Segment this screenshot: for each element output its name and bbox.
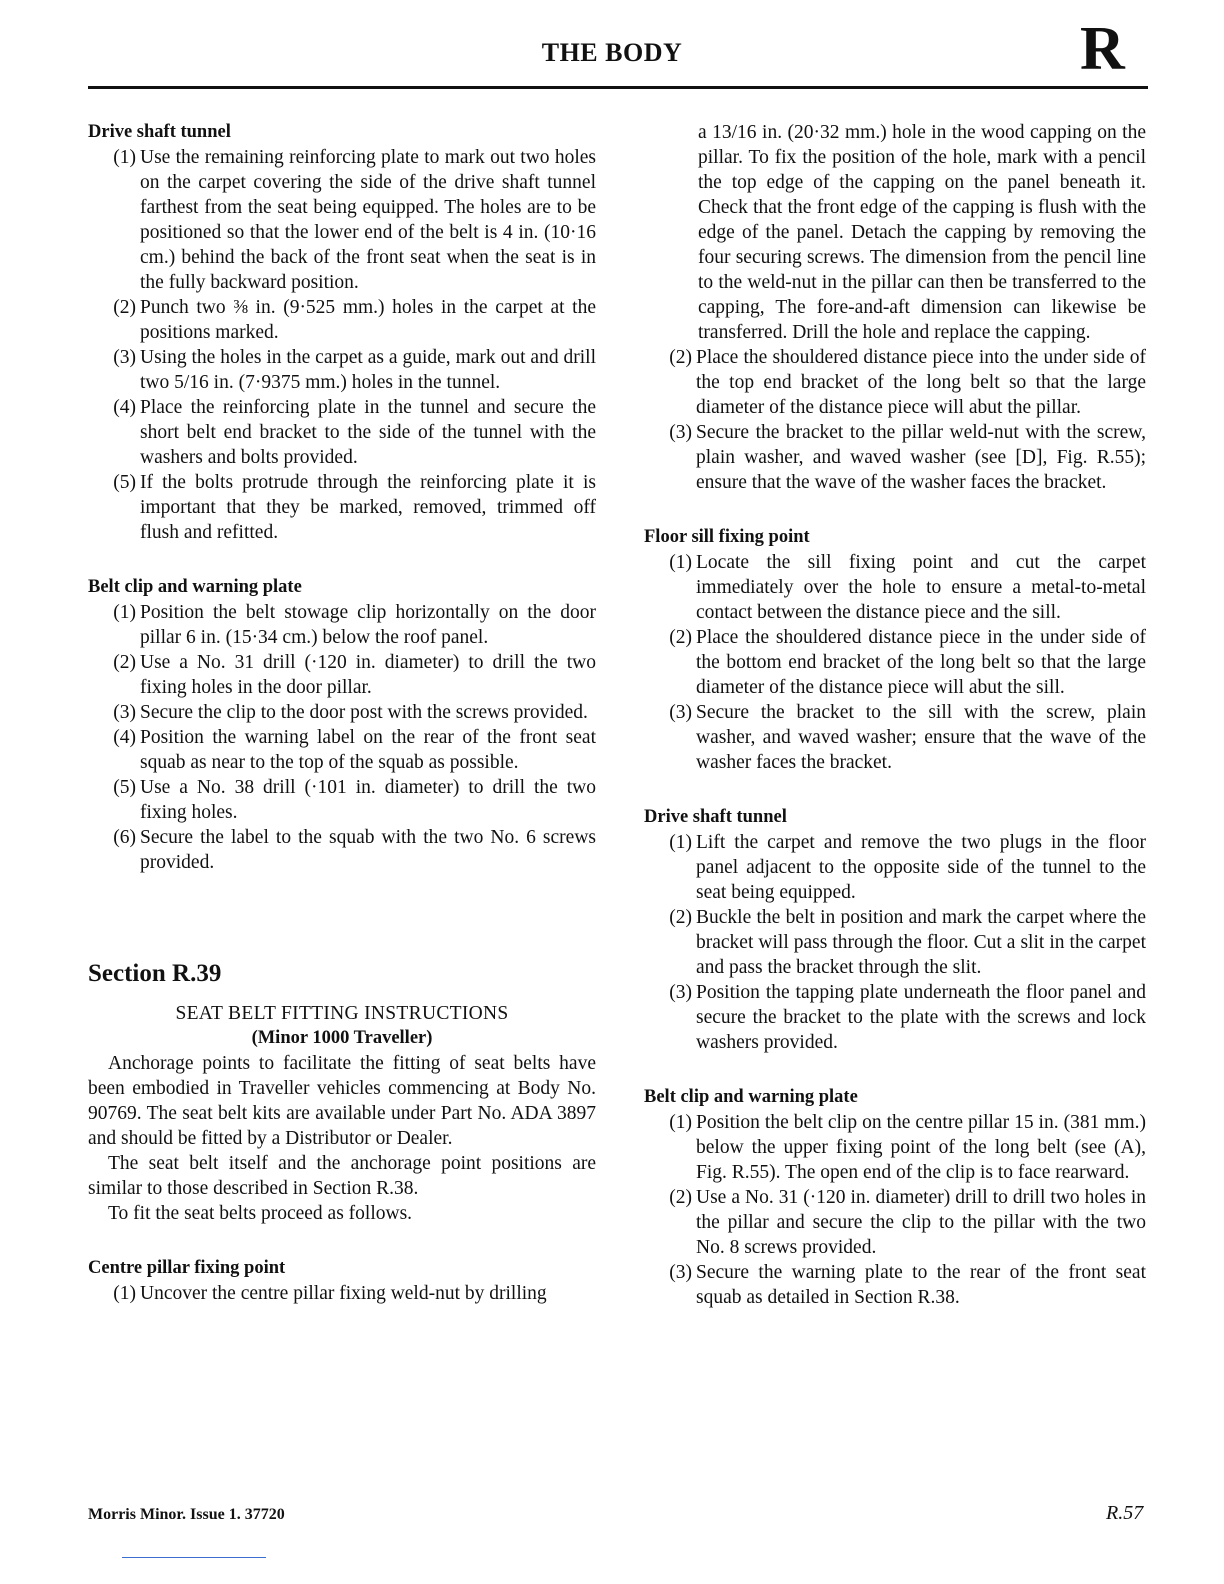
step-list — [88, 600, 596, 875]
paragraph: The seat belt itself and the anchorage point positions are similar to those described in Section R.38. — [88, 1153, 596, 1199]
subheading-drive-shaft-tunnel: Drive shaft tunnel — [88, 122, 231, 142]
subheading-floor-sill: Floor sill fixing point — [644, 527, 810, 547]
list-item — [644, 830, 1146, 905]
step-text: Buckle the belt in position and mark the carpet where the bracket will pass through the floor. Cut a slit in the carpet and pass the bracket through the slit. — [696, 907, 1146, 978]
step-number: (2) — [113, 297, 136, 318]
step-text: Lift the carpet and remove the two plugs in the floor panel adjacent to the opposite side of the tunnel to the seat being equipped. — [696, 832, 1146, 903]
step-number: (4) — [113, 727, 136, 748]
list-item — [644, 905, 1146, 980]
step-number: (5) — [113, 777, 136, 798]
step-text: Secure the bracket to the sill with the screw, plain washer, and waved washer; ensure that the wave of the washer faces the bracket. — [696, 702, 1146, 773]
continued-text: a 13/16 in. (20·32 mm.) hole in the wood capping on the pillar. To fix the position of the hole, mark with a pencil the top edge of the capping on the panel beneath it. Check that the front edge of the capping is flush with the edge of the panel. Detach the capping by removing the four securing screws. The dimension from the pencil line to the weld-nut in the pillar can then be transferred to the capping, The fore-and-aft dimension can likewise be transferred. Drill the hole and replace the capping. — [698, 122, 1146, 343]
list-item — [644, 1110, 1146, 1185]
page-title: THE BODY — [541, 38, 683, 67]
step-number: (1) — [113, 147, 136, 168]
list-item — [88, 345, 596, 395]
step-text: Use a No. 38 drill (·101 in. diameter) to drill the two fixing holes. — [140, 777, 596, 823]
step-text: Position the warning label on the rear of the front seat squab as near to the top of the squab as possible. — [140, 727, 596, 773]
step-text: Secure the label to the squab with the two No. 6 screws provided. — [140, 827, 596, 873]
spacer — [88, 1226, 596, 1256]
footer-publication: Morris Minor. Issue 1. 37720 — [88, 1506, 285, 1523]
section-subtitle: SEAT BELT FITTING INSTRUCTIONS — [175, 1003, 509, 1024]
list-item — [644, 625, 1146, 700]
subheading-belt-clip: Belt clip and warning plate — [88, 577, 302, 597]
step-number: (1) — [669, 832, 692, 853]
list-item — [88, 295, 596, 345]
list-item — [644, 1260, 1146, 1310]
step-text: Position the belt clip on the centre pillar 15 in. (381 mm.) below the upper fixing point of the long belt (see (A), Fig. R.55). The open end of the clip is to face rearward. — [696, 1112, 1146, 1183]
list-item — [644, 550, 1146, 625]
list-item — [644, 1185, 1146, 1260]
list-item — [88, 825, 596, 875]
step-number: (1) — [113, 602, 136, 623]
step-number: (6) — [113, 827, 136, 848]
list-item — [88, 1281, 596, 1306]
step-text: If the bolts protrude through the reinforcing plate it is important that they be marked, removed, trimmed off flush and refitted. — [140, 472, 596, 543]
step-text: Use a No. 31 drill (·120 in. diameter) to drill the two fixing holes in the door pillar. — [140, 652, 596, 698]
spacer — [644, 495, 1146, 525]
step-number: (4) — [113, 397, 136, 418]
step-text: Position the belt stowage clip horizontally on the door pillar 6 in. (15·34 cm.) below the roof panel. — [140, 602, 596, 648]
section-title: Section R.39 — [88, 960, 222, 987]
list-item — [88, 725, 596, 775]
step-number: (2) — [113, 652, 136, 673]
list-item — [644, 420, 1146, 495]
paragraph: To fit the seat belts proceed as follows. — [108, 1203, 413, 1224]
step-text: Use a No. 31 (·120 in. diameter) drill to drill two holes in the pillar and secure the clip to the pillar with the two No. 8 screws provided. — [696, 1187, 1146, 1258]
scan-mark — [122, 1557, 266, 1558]
step-text: Punch two ⅜ in. (9·525 mm.) holes in the carpet at the positions marked. — [140, 297, 596, 343]
subheading-centre-pillar: Centre pillar fixing point — [88, 1258, 286, 1278]
step-text: Using the holes in the carpet as a guide, mark out and drill two 5/16 in. (7·9375 mm.) holes in the tunnel. — [140, 347, 596, 393]
step-text: Secure the bracket to the pillar weld-nut with the screw, plain washer, and waved washer (see [D], Fig. R.55); ensure that the wave of the washer faces the bracket. — [696, 422, 1146, 493]
step-list — [88, 145, 596, 545]
list-item — [88, 395, 596, 470]
step-text: Position the tapping plate underneath the floor panel and secure the bracket to the plate with the screws and lock washers provided. — [696, 982, 1146, 1053]
step-text: Place the reinforcing plate in the tunnel and secure the short belt end bracket to the side of the tunnel with the washers and bolts provided. — [140, 397, 596, 468]
step-number: (3) — [113, 702, 136, 723]
step-number: (3) — [113, 347, 136, 368]
list-item — [88, 145, 596, 295]
subheading-drive-shaft-tunnel: Drive shaft tunnel — [644, 807, 787, 827]
left-column — [88, 120, 596, 1306]
step-text: Place the shouldered distance piece in the under side of the bottom end bracket of the long belt so that the large diameter of the distance piece will abut the sill. — [696, 627, 1146, 698]
step-text: Uncover the centre pillar fixing weld-nut by drilling — [140, 1283, 547, 1304]
step-number: (2) — [669, 627, 692, 648]
list-item — [88, 650, 596, 700]
list-item — [644, 345, 1146, 420]
paragraph: Anchorage points to facilitate the fitting of seat belts have been embodied in Traveller vehicles commencing at Body No. 90769. The seat belt kits are available under Part No. ADA 3897 and should be fitted by a Distributor or Dealer. — [88, 1053, 596, 1149]
step-text: Secure the warning plate to the rear of the front seat squab as detailed in Section R.38. — [696, 1262, 1146, 1308]
step-text: Secure the clip to the door post with the screws provided. — [140, 702, 588, 723]
spacer — [644, 775, 1146, 805]
step-text: Use the remaining reinforcing plate to mark out two holes on the carpet covering the side of the drive shaft tunnel farthest from the seat being equipped. The holes are to be positioned so that the lower end of the belt is 4 in. (10·16 cm.) behind the back of the front seat when the seat is in the fully backward position. — [140, 147, 596, 293]
step-number: (2) — [669, 347, 692, 368]
step-text: Place the shouldered distance piece into the under side of the top end bracket of the long belt so that the large diameter of the distance piece will abut the pillar. — [696, 347, 1146, 418]
step-number: (3) — [669, 702, 692, 723]
list-item — [88, 470, 596, 545]
step-number: (3) — [669, 422, 692, 443]
step-number: (3) — [669, 982, 692, 1003]
step-number: (5) — [113, 472, 136, 493]
spacer — [88, 545, 596, 575]
step-number: (1) — [669, 552, 692, 573]
page-number: R.57 — [1106, 1502, 1144, 1524]
header-rule — [88, 86, 1148, 89]
step-number: (2) — [669, 1187, 692, 1208]
list-item — [644, 980, 1146, 1055]
step-number: (3) — [669, 1262, 692, 1283]
step-number: (2) — [669, 907, 692, 928]
step-text: Locate the sill fixing point and cut the carpet immediately over the hole to ensure a metal-to-metal contact between the distance piece and the sill. — [696, 552, 1146, 623]
list-item — [88, 600, 596, 650]
step-number: (1) — [113, 1283, 136, 1304]
spacer — [644, 1055, 1146, 1085]
list-item — [88, 775, 596, 825]
section-letter: R — [1080, 15, 1125, 83]
subheading-belt-clip: Belt clip and warning plate — [644, 1087, 858, 1107]
list-item — [88, 700, 596, 725]
spacer — [88, 875, 596, 959]
list-item — [644, 700, 1146, 775]
step-number: (1) — [669, 1112, 692, 1133]
right-column — [644, 120, 1146, 1310]
section-subtitle-model: (Minor 1000 Traveller) — [251, 1028, 433, 1048]
